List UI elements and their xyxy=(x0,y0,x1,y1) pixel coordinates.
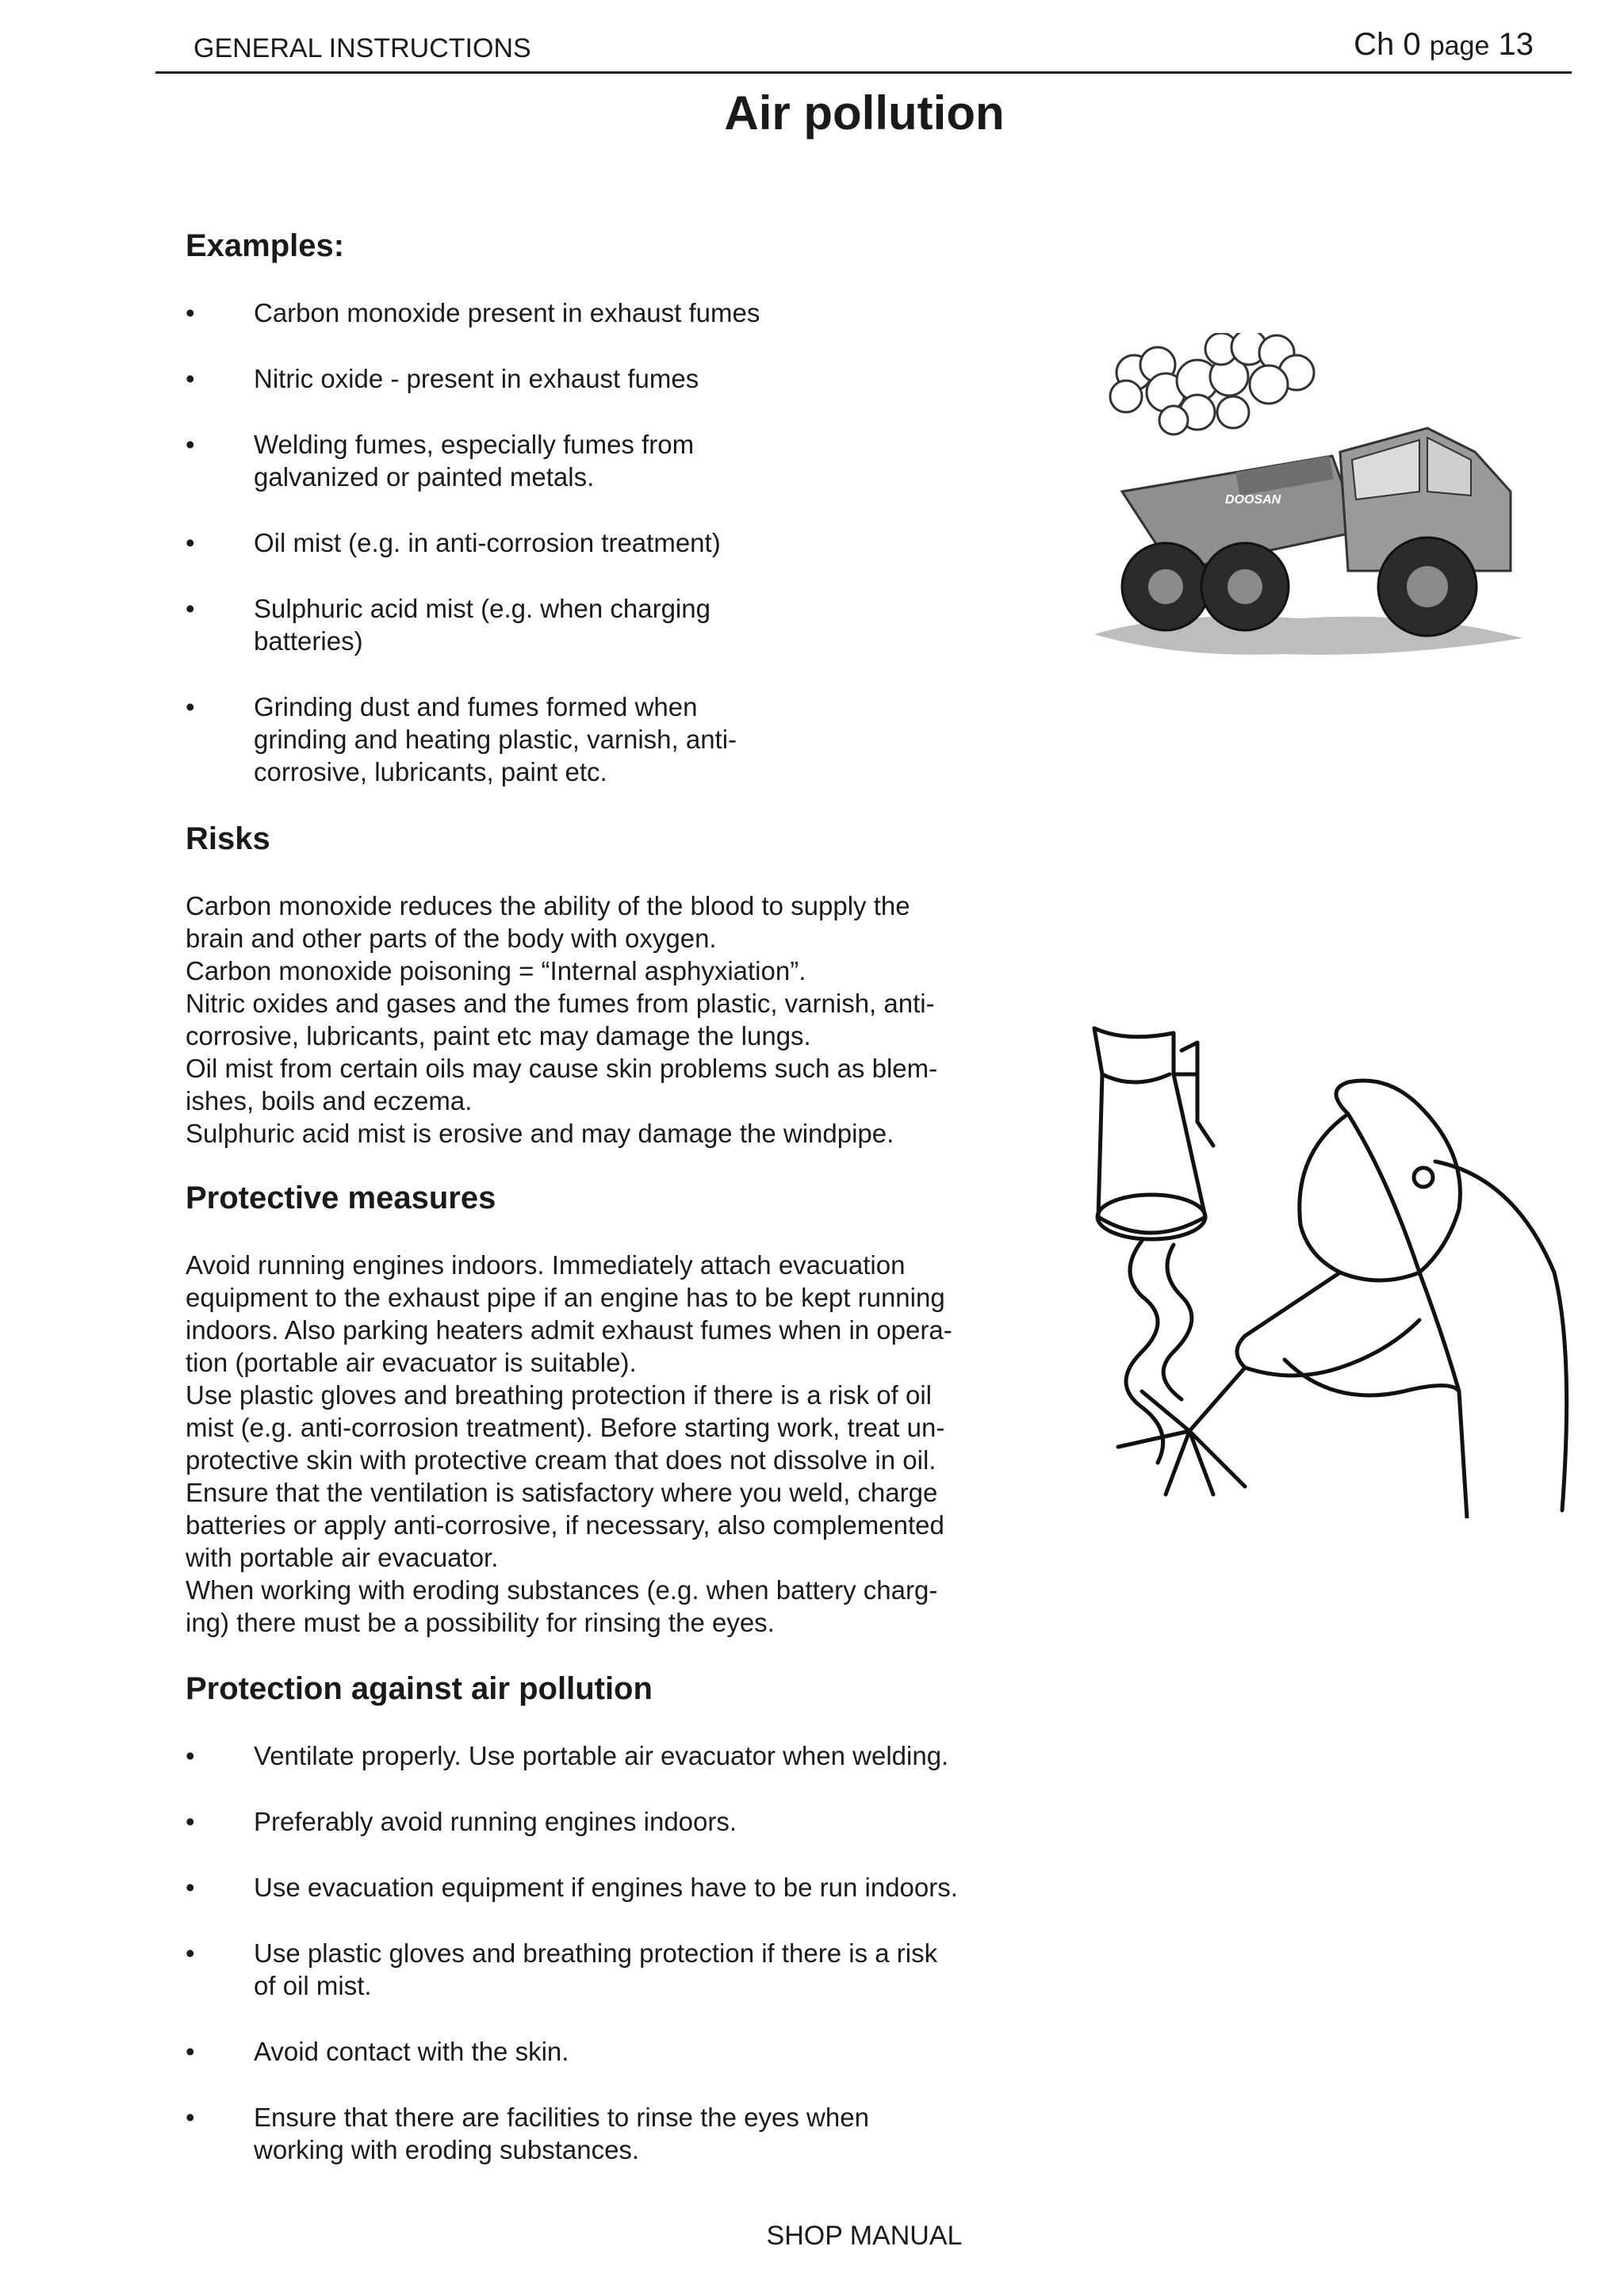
protective-measures-section xyxy=(186,1179,994,1639)
page-reference xyxy=(1354,27,1534,63)
list-item xyxy=(186,1937,994,2002)
list-item-text: Avoid contact with the skin. xyxy=(254,2037,569,2066)
risks-section xyxy=(186,820,994,1150)
list-item xyxy=(186,1871,994,1904)
welder-illustration xyxy=(1086,1019,1574,1518)
list-item xyxy=(186,297,994,329)
list-item xyxy=(186,1739,994,1772)
protective-measures-heading: Protective measures xyxy=(186,1181,496,1215)
page-footer: SHOP MANUAL xyxy=(766,2221,963,2251)
list-item-text: Ensure that there are facilities to rinse the eyes when working with eroding substances. xyxy=(254,2103,869,2164)
list-item-text: Oil mist (e.g. in anti-corrosion treatment) xyxy=(254,528,721,557)
chapter-label: Ch 0 xyxy=(1354,27,1421,62)
protection-section xyxy=(186,1670,994,2199)
bullet-icon: • xyxy=(186,528,195,557)
page-word: page xyxy=(1429,31,1490,61)
list-item-text: Welding fumes, especially fumes from galvanized or painted metals. xyxy=(254,430,695,492)
list-item xyxy=(186,691,994,788)
list-item-text: Ventilate properly. Use portable air evacuator when welding. xyxy=(254,1741,949,1770)
risks-heading: Risks xyxy=(186,821,270,856)
list-item xyxy=(186,592,994,657)
bullet-icon: • xyxy=(186,298,195,327)
list-item xyxy=(186,1805,994,1838)
risks-text: Carbon monoxide reduces the ability of the blood to supply the brain and other parts of the body with oxygen. Carbon monoxide poisoning = “Internal asphyxiation”. Nitric oxides and gases and the fumes from plastic, varnish, anti- corrosive, lubricants, paint etc may damage the lungs. Oil mist from certain oils may cause skin problems such as blem- ishes, boils and eczema. Sulphuric acid mist is erosive and may damage the windpipe. xyxy=(186,891,938,1148)
examples-list xyxy=(186,297,994,788)
protective-measures-text: Avoid running engines indoors. Immediately attach evacuation equipment to the exhaust pipe if an engine has to be kept running indoors. Also parking heaters admit exhaust fumes when in opera- tion (portable air evacuator is suitable). Use plastic gloves and breathing protection if there is a risk of oil mist (e.g. anti-corrosion treatment). Before starting work, treat un- protective skin with protective cream that does not dissolve in oil. Ensure that the ventilation is satisfactory where you weld, charge batteries or apply anti-corrosive, if necessary, also complemented with portable air evacuator. When working with eroding substances (e.g. when battery charg- ing) there must be a possibility for rinsing the eyes. xyxy=(186,1250,952,1637)
page-title: Air pollution xyxy=(724,86,1005,140)
list-item-text: Grinding dust and fumes formed when grinding and heating plastic, varnish, anti- corrosive, lubricants, paint etc. xyxy=(254,692,737,786)
bullet-icon: • xyxy=(186,594,195,623)
page-number: 13 xyxy=(1498,27,1534,62)
bullet-icon: • xyxy=(186,1807,195,1836)
list-item xyxy=(186,526,994,559)
list-item-text: Sulphuric acid mist (e.g. when charging batteries) xyxy=(254,594,710,656)
list-item xyxy=(186,2101,994,2166)
bullet-icon: • xyxy=(186,1873,195,1902)
list-item-text: Use plastic gloves and breathing protection if there is a risk of oil mist. xyxy=(254,1938,938,2000)
examples-section xyxy=(186,227,994,821)
bullet-icon: • xyxy=(186,1741,195,1770)
page-header xyxy=(155,27,1572,74)
protection-list xyxy=(186,1739,994,2166)
list-item xyxy=(186,428,994,493)
bullet-icon: • xyxy=(186,2037,195,2066)
bullet-icon: • xyxy=(186,1938,195,1968)
list-item-text: Use evacuation equipment if engines have to be run indoors. xyxy=(254,1873,958,1902)
dump-truck-illustration xyxy=(1078,333,1530,674)
bullet-icon: • xyxy=(186,2103,195,2132)
list-item xyxy=(186,362,994,395)
list-item xyxy=(186,2035,994,2068)
bullet-icon: • xyxy=(186,430,195,459)
examples-heading: Examples: xyxy=(186,228,345,263)
list-item-text: Carbon monoxide present in exhaust fumes xyxy=(254,298,760,327)
bullet-icon: • xyxy=(186,364,195,393)
list-item-text: Nitric oxide - present in exhaust fumes xyxy=(254,364,699,393)
section-label: GENERAL INSTRUCTIONS xyxy=(193,33,531,63)
list-item-text: Preferably avoid running engines indoors. xyxy=(254,1807,737,1836)
truck-brand-logo: DOOSAN xyxy=(1225,493,1281,507)
protection-heading: Protection against air pollution xyxy=(186,1671,653,1706)
bullet-icon: • xyxy=(186,692,195,721)
